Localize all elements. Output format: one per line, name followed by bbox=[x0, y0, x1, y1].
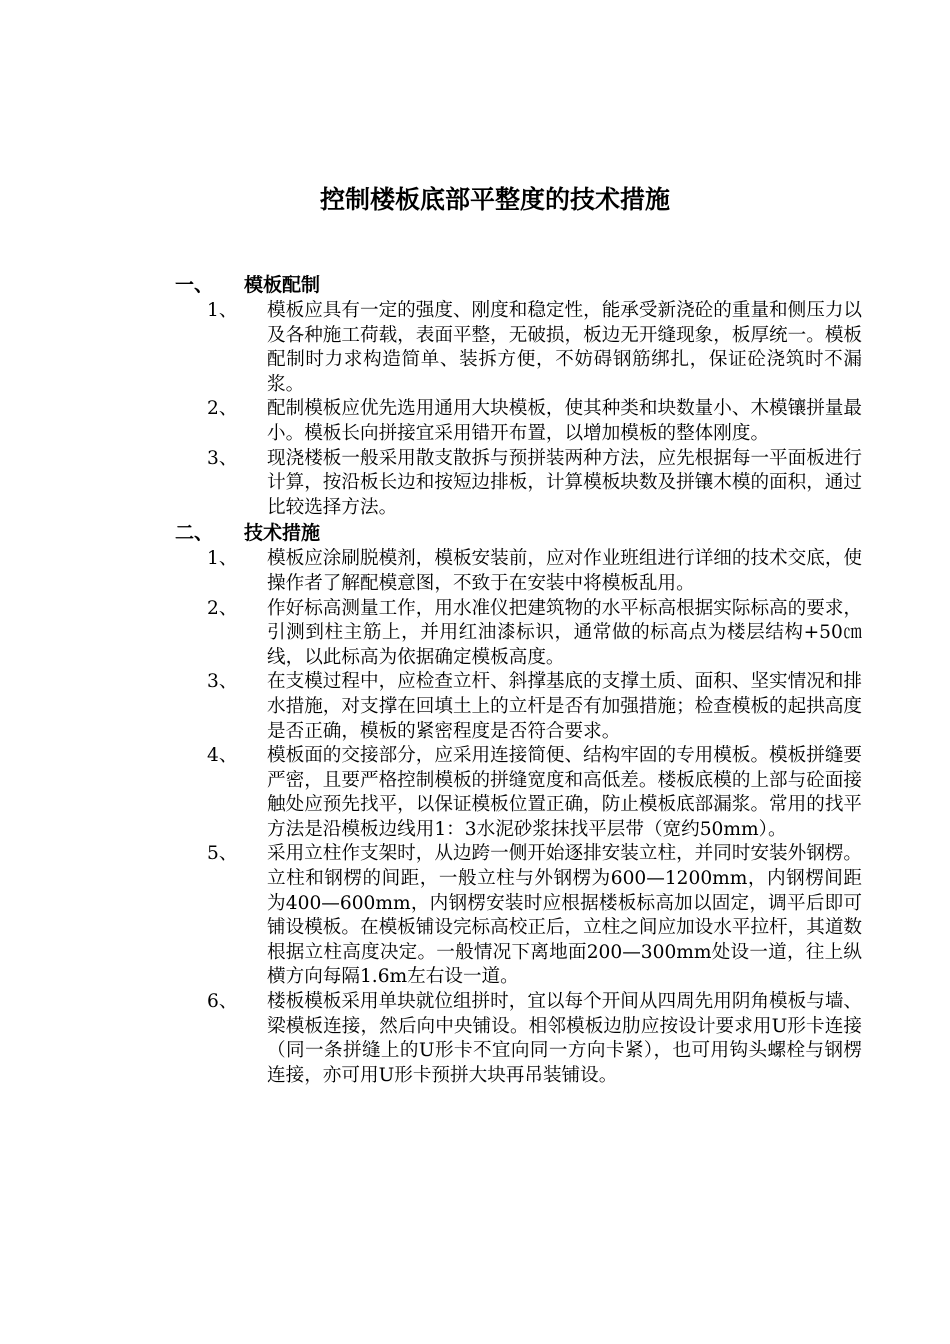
section-number: 二、 bbox=[175, 522, 214, 545]
item-text: 现浇楼板一般采用散支散拆与预拼装两种方法，应先根据每一平面板进行计算，按沿板长边和按短边排板，计算模板块数及拼镶木模的面积，通过比较选择方法。 bbox=[267, 447, 863, 518]
document-title: 控制楼板底部平整度的技术措施 bbox=[319, 185, 670, 214]
section-number: 一、 bbox=[175, 274, 214, 296]
item-number: 5、 bbox=[207, 843, 238, 865]
item-number: 2、 bbox=[207, 597, 238, 619]
item-text: 采用立柱作支架时，从边跨一侧开始逐排安装立柱，并同时安装外钢楞。立柱和钢楞的间距，一般立柱与外钢楞为600—1200mm，内钢楞间距为400—600mm，内钢楞安装时应根据楼板标高加以固定，调平后即可铺设模板。在模板铺设完标高校正后，立柱之间应加设水平拉杆，其道数根据立柱高度决定。一般情况下离地面200—300mm处设一道，往上纵横方向每隔1.6m左右设一道。 bbox=[267, 843, 863, 988]
item-number: 2、 bbox=[207, 398, 238, 420]
section-formwork-preparation bbox=[0, 272, 950, 520]
list-item bbox=[0, 842, 862, 990]
item-number: 3、 bbox=[207, 671, 238, 693]
list-item bbox=[0, 397, 862, 446]
section-title: 模板配制 bbox=[244, 274, 321, 296]
item-number: 1、 bbox=[207, 548, 238, 570]
list-item bbox=[0, 670, 862, 744]
list-item bbox=[0, 597, 862, 671]
list-item bbox=[0, 990, 862, 1088]
document-body bbox=[0, 272, 950, 1088]
item-text: 配制模板应优先选用通用大块模板，使其种类和块数量小、木模镶拼量最小。模板长向拼接宜采用错开布置，以增加模板的整体刚度。 bbox=[267, 398, 863, 444]
list-item bbox=[0, 744, 862, 842]
item-number: 4、 bbox=[207, 745, 238, 767]
item-text: 模板应涂刷脱模剂，模板安装前，应对作业班组进行详细的技术交底，使操作者了解配模意图，不致于在安装中将模板乱用。 bbox=[267, 548, 863, 594]
section-technical-measures bbox=[0, 520, 950, 1088]
item-number: 3、 bbox=[207, 447, 238, 469]
section-title: 技术措施 bbox=[244, 522, 321, 545]
item-text: 楼板模板采用单块就位组拼时，宜以每个开间从四周先用阴角模板与墙、梁模板连接，然后向中央铺设。相邻模板边肋应按设计要求用U形卡连接（同一条拼缝上的U形卡不宜向同一方向卡紧），也可用钩头螺栓与钢楞连接，亦可用U形卡预拼大块再吊装铺设。 bbox=[267, 991, 863, 1086]
item-text: 模板应具有一定的强度、刚度和稳定性，能承受新浇砼的重量和侧压力以及各种施工荷载，表面平整，无破损，板边无开缝现象，板厚统一。模板配制时力求构造简单、装拆方便，不妨碍钢筋绑扎，保证砼浇筑时不漏浆。 bbox=[267, 300, 863, 395]
item-text: 作好标高测量工作，用水准仪把建筑物的水平标高根据实际标高的要求，引测到柱主筋上，并用红油漆标识，通常做的标高点为楼层结构+50㎝线，以此标高为依据确定模板高度。 bbox=[267, 597, 863, 668]
section-heading bbox=[0, 520, 950, 547]
list-item bbox=[0, 299, 862, 397]
item-number: 1、 bbox=[207, 300, 238, 321]
list-item bbox=[0, 447, 862, 521]
section-heading bbox=[0, 272, 950, 299]
item-text: 模板面的交接部分，应采用连接简便、结构牢固的专用模板。模板拼缝要严密，且要严格控制模板的拼缝宽度和高低差。楼板底模的上部与砼面接触处应预先找平，以保证模板位置正确，防止模板底部漏浆。常用的找平方法是沿模板边线用1：3水泥砂浆抹找平层带（宽约50mm）。 bbox=[267, 745, 863, 840]
item-text: 在支模过程中，应检查立杆、斜撑基底的支撑土质、面积、坚实情况和排水措施，对支撑在回填土上的立杆是否有加强措施；检查模板的起拱高度是否正确，模板的紧密程度是否符合要求。 bbox=[267, 671, 863, 742]
item-number: 6、 bbox=[207, 991, 238, 1013]
list-item bbox=[0, 547, 862, 596]
